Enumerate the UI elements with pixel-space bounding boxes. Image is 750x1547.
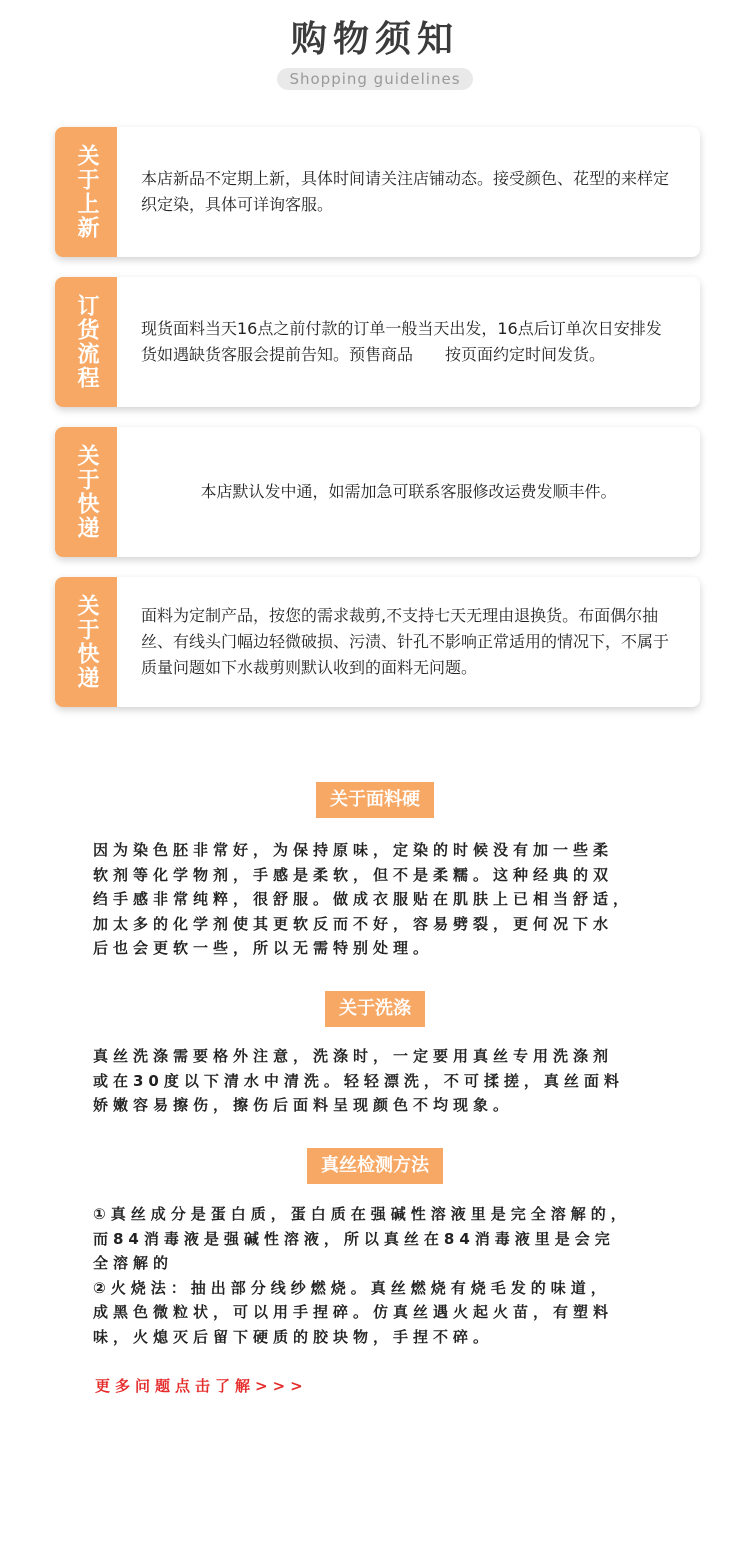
section-title-label: 关于面料硬 (316, 782, 434, 818)
paragraph-line: 真丝洗涤需要格外注意，洗涤时，一定要用真丝专用洗涤剂 (93, 1047, 614, 1065)
more-questions-link[interactable]: 更多问题点击了解>>> (95, 1377, 308, 1395)
section-paragraph-silk-test (93, 1202, 668, 1349)
section-title-label: 关于洗涤 (325, 991, 425, 1027)
section-title-washing (0, 991, 750, 1027)
card-tag-label: 订货流程 (74, 294, 99, 390)
paragraph-line: ①真丝成分是蛋白质，蛋白质在强碱性溶液里是完全溶解的， (93, 1205, 631, 1223)
card-tag (55, 427, 117, 557)
card-text: 本店默认发中通，如需加急可联系客服修改运费发顺丰件。 (200, 482, 617, 501)
paragraph-line: 成黑色微粒状，可以用手捏碎。仿真丝遇火起火苗，有塑料 (93, 1303, 614, 1321)
page-subtitle: Shopping guidelines (277, 68, 472, 90)
paragraph-line: 全溶解的 (93, 1254, 174, 1272)
section-title-silk-test (0, 1148, 750, 1184)
card-tag-label: 关于上新 (74, 144, 99, 240)
section-paragraph-fabric (93, 838, 668, 961)
section-paragraph-washing (93, 1044, 668, 1118)
card-tag (55, 577, 117, 707)
info-card-new-arrivals (55, 127, 700, 257)
card-tag (55, 277, 117, 407)
paragraph-line: 绉手感非常纯粹，很舒服。做成衣服贴在肌肤上已相当舒适， (93, 890, 634, 908)
paragraph-line: 软剂等化学物剂，手感是柔软，但不是柔糯。这种经典的双 (93, 865, 614, 884)
info-card-returns (55, 577, 700, 707)
card-tag-label: 关于快递 (74, 444, 99, 540)
paragraph-line: 或在30度以下清水中清洗。轻轻漂洗，不可揉搓，真丝面料 (93, 1071, 624, 1090)
card-tag-label: 关于快递 (74, 594, 99, 690)
page-title: 购物须知 (290, 19, 459, 60)
paragraph-line: 因为染色胚非常好，为保持原味，定染的时候没有加一些柔 (93, 841, 614, 859)
paragraph-line: ②火烧法：抽出部分线纱燃烧。真丝燃烧有烧毛发的味道， (93, 1278, 611, 1297)
paragraph-line: 加太多的化学剂使其更软反而不好，容易劈裂，更何况下水 (93, 914, 614, 933)
card-text: 面料为定制产品，按您的需求裁剪,不支持七天无理由退换货。布面偶尔抽丝、有线头门幅边轻微破损、污渍、针孔不影响正常适用的情况下，不属于质量问题如下水裁剪则默认收到的面料无问题。 (141, 606, 670, 677)
card-text: 本店新品不定期上新，具体时间请关注店铺动态。接受颜色、花型的来样定织定染，具体可详询客服。 (141, 169, 670, 214)
card-tag (55, 127, 117, 257)
info-card-ordering (55, 277, 700, 407)
paragraph-line: 而84消毒液是强碱性溶液，所以真丝在84消毒液里是会完 (93, 1229, 615, 1248)
card-text: 现货面料当天16点之前付款的订单一般当天出发，16点后订单次日安排发货如遇缺货客服会提前告知。预售商品 按页面约定时间发货。 (141, 319, 662, 364)
paragraph-line: 娇嫩容易擦伤，擦伤后面料呈现颜色不均现象。 (93, 1096, 514, 1114)
section-title-label: 真丝检测方法 (307, 1148, 443, 1184)
page-header (0, 16, 750, 90)
section-title-fabric (0, 782, 750, 818)
paragraph-line: 味，火熄灭后留下硬质的胶块物，手捏不碎。 (93, 1327, 494, 1346)
info-card-delivery (55, 427, 700, 557)
paragraph-line: 后也会更软一些，所以无需特别处理。 (93, 939, 434, 957)
